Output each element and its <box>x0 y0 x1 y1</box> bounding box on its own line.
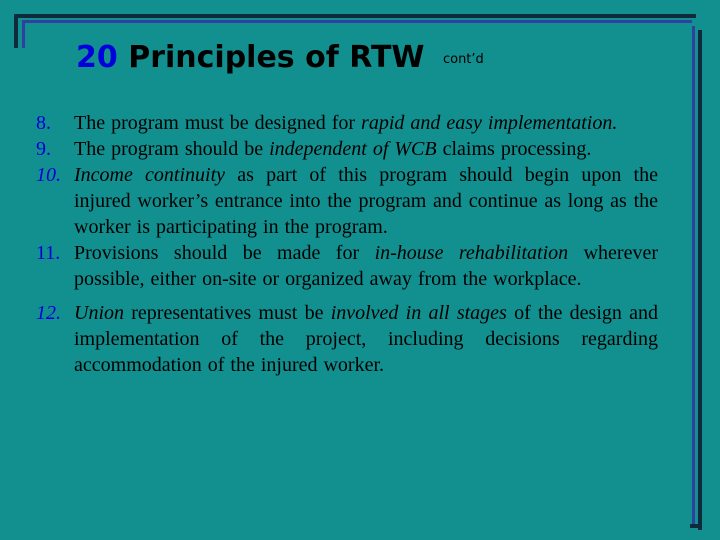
item-text-segment: claims processing. <box>436 138 592 160</box>
item-number: 8. <box>36 112 51 134</box>
item-text <box>74 110 658 136</box>
list-item-11 <box>36 240 658 292</box>
frame-left-blue-line <box>22 20 25 48</box>
frame-top-line <box>14 14 696 18</box>
item-text-segment: Provisions should be made for <box>74 242 375 264</box>
item-text-segment: The program should be <box>74 138 270 160</box>
frame-bottom-line <box>690 524 702 528</box>
item-text-segment-italic: involved in all stages <box>330 302 507 324</box>
item-text <box>74 136 658 162</box>
item-text <box>74 162 658 240</box>
item-text-segment: of the design and implementation of the project, including decisions regarding accommodation of the injured worker. <box>74 302 659 376</box>
slide-title <box>76 40 484 75</box>
item-text-segment: wherever possible, either on-site or organized away from the workplace. <box>74 242 658 290</box>
item-number: 12. <box>36 302 61 324</box>
title-suffix: cont’d <box>442 52 484 67</box>
frame-right-line <box>698 30 702 530</box>
item-text-segment-italic: independent of WCB <box>269 138 437 160</box>
item-text <box>74 300 658 378</box>
item-text-segment: The program must be designed for <box>74 112 362 134</box>
list-item-8 <box>36 110 658 136</box>
list-item-12 <box>36 300 658 378</box>
frame-left-line <box>14 14 18 48</box>
item-number: 11. <box>36 242 61 264</box>
list-item-10 <box>36 162 658 240</box>
list-item-9 <box>36 136 658 162</box>
item-text-segment: as part of this program should begin upon the injured worker’s entrance into the program and continue as long as the worker is participating in the program. <box>74 164 658 238</box>
item-text-segment: representatives must be <box>124 302 331 324</box>
title-number: 20 <box>76 40 118 75</box>
item-text <box>74 240 658 292</box>
item-text-segment-italic: in-house rehabilitation <box>374 242 569 264</box>
item-text-segment-italic: Union <box>74 302 124 324</box>
item-number: 9. <box>36 138 51 160</box>
title-text: Principles of RTW <box>128 40 425 75</box>
item-number: 10. <box>36 164 61 186</box>
item-text-segment-italic: Income continuity <box>74 164 226 186</box>
frame-top-blue-line <box>22 20 692 23</box>
principles-list <box>36 110 658 378</box>
frame-right-blue-line <box>692 26 695 526</box>
item-text-segment-italic: rapid and easy implementation. <box>361 112 618 134</box>
